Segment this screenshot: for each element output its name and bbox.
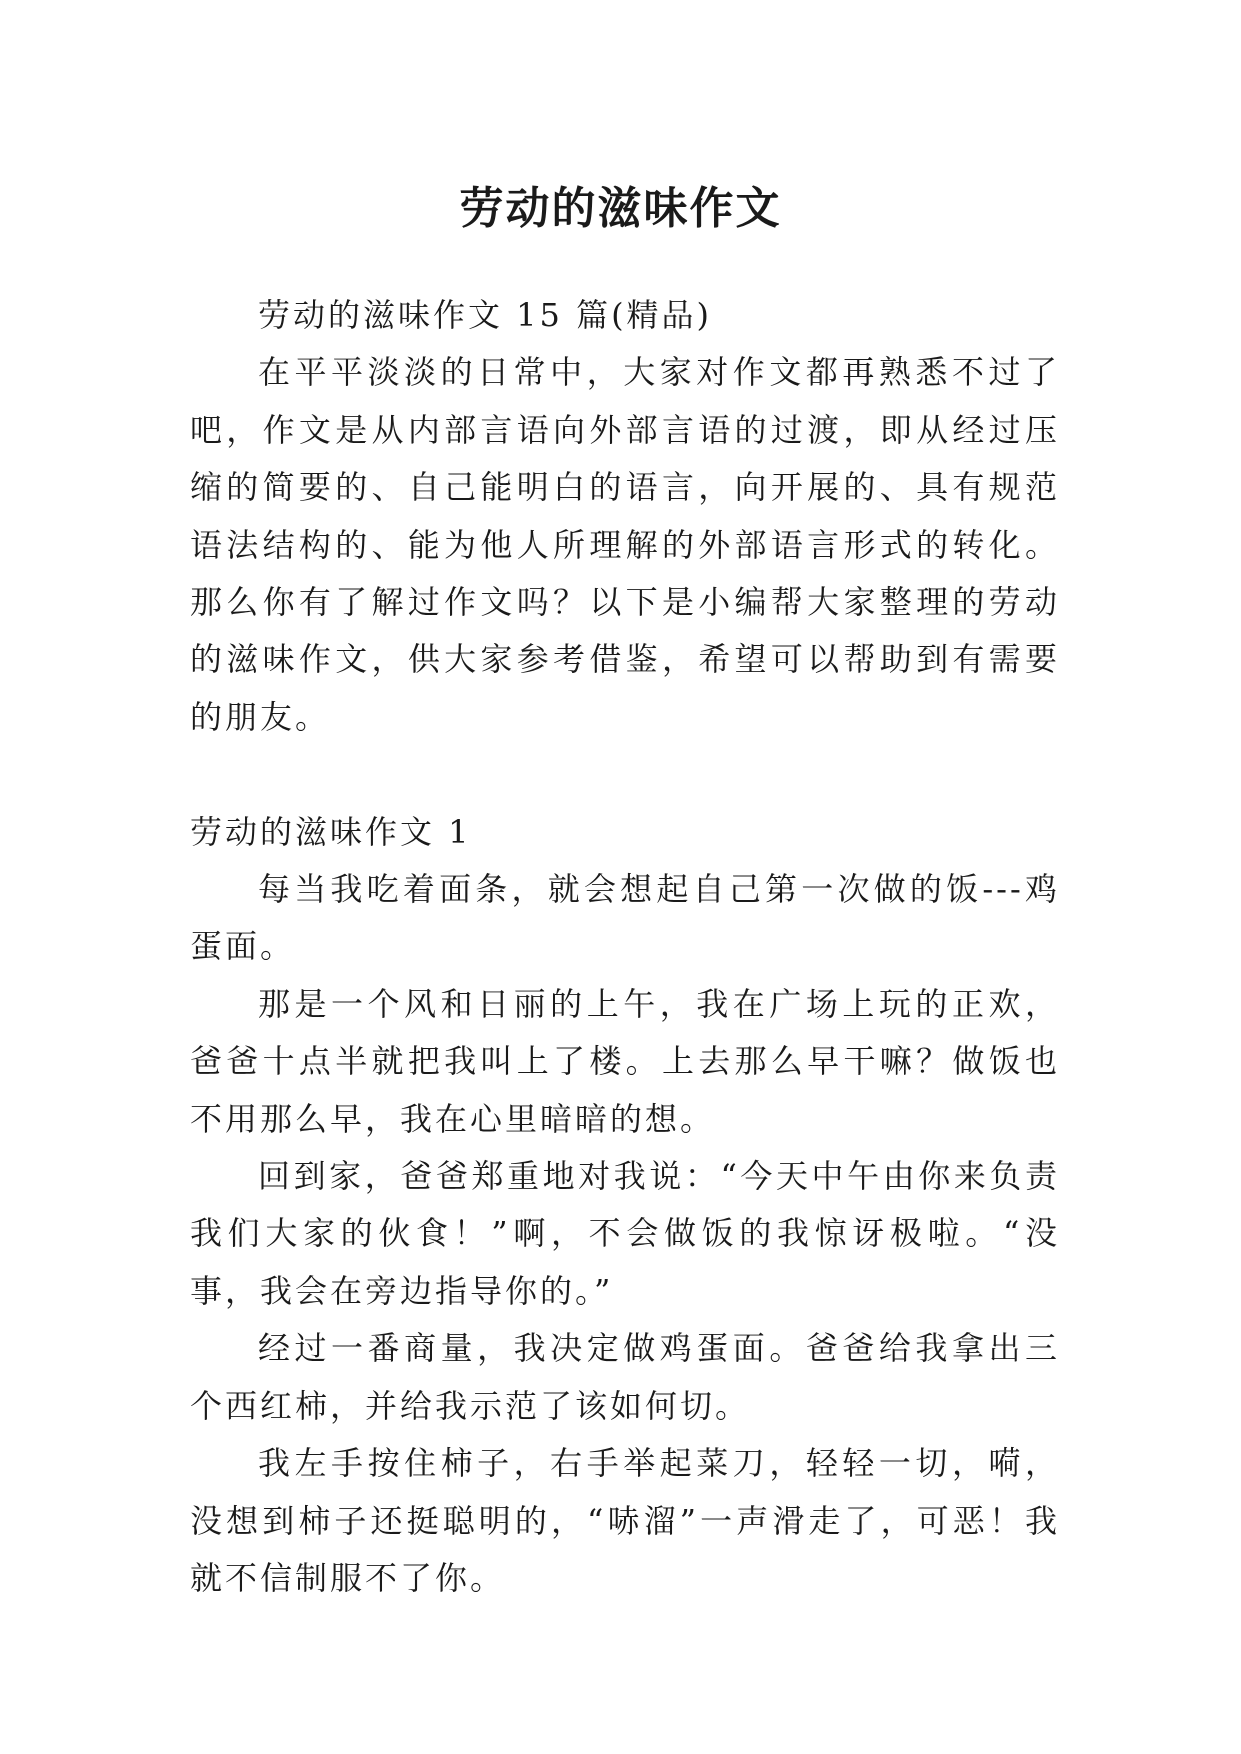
section-heading: 劳动的滋味作文 1: [190, 812, 472, 851]
paragraph: 那是一个风和日丽的上午，我在广场上玩的正欢，爸爸十点半就把我叫上了楼。上去那么早干嘛？做饭也不用那么早，我在心里暗暗的想。: [190, 984, 1060, 1138]
document-subtitle: 劳动的滋味作文 15 篇(精品): [258, 296, 713, 334]
paragraph: 经过一番商量，我决定做鸡蛋面。爸爸给我拿出三个西红柿，并给我示范了该如何切。: [190, 1329, 1060, 1425]
paragraph: 每当我吃着面条，就会想起自己第一次做的饭---鸡蛋面。: [190, 870, 1060, 966]
paragraph: 我左手按住柿子，右手举起菜刀，轻轻一切，嗬，没想到柿子还挺聪明的，“哧溜”一声滑走了，可恶！我就不信制服不了你。: [190, 1444, 1060, 1597]
document-title: 劳动的滋味作文: [459, 183, 782, 235]
paragraph: 回到家，爸爸郑重地对我说：“今天中午由你来负责我们大家的伙食！”啊，不会做饭的我惊讶极啦。“没事，我会在旁边指导你的。”: [190, 1157, 1060, 1310]
intro-paragraph: 在平平淡淡的日常中，大家对作文都再熟悉不过了吧，作文是从内部言语向外部言语的过渡，即从经过压缩的简要的、自己能明白的语言，向开展的、具有规范语法结构的、能为他人所理解的外部语言形式的转化。那么你有了解过作文吗？以下是小编帮大家整理的劳动的滋味作文，供大家参考借鉴，希望可以帮助到有需要的朋友。: [190, 353, 1060, 736]
document-body: [190, 287, 1060, 1607]
